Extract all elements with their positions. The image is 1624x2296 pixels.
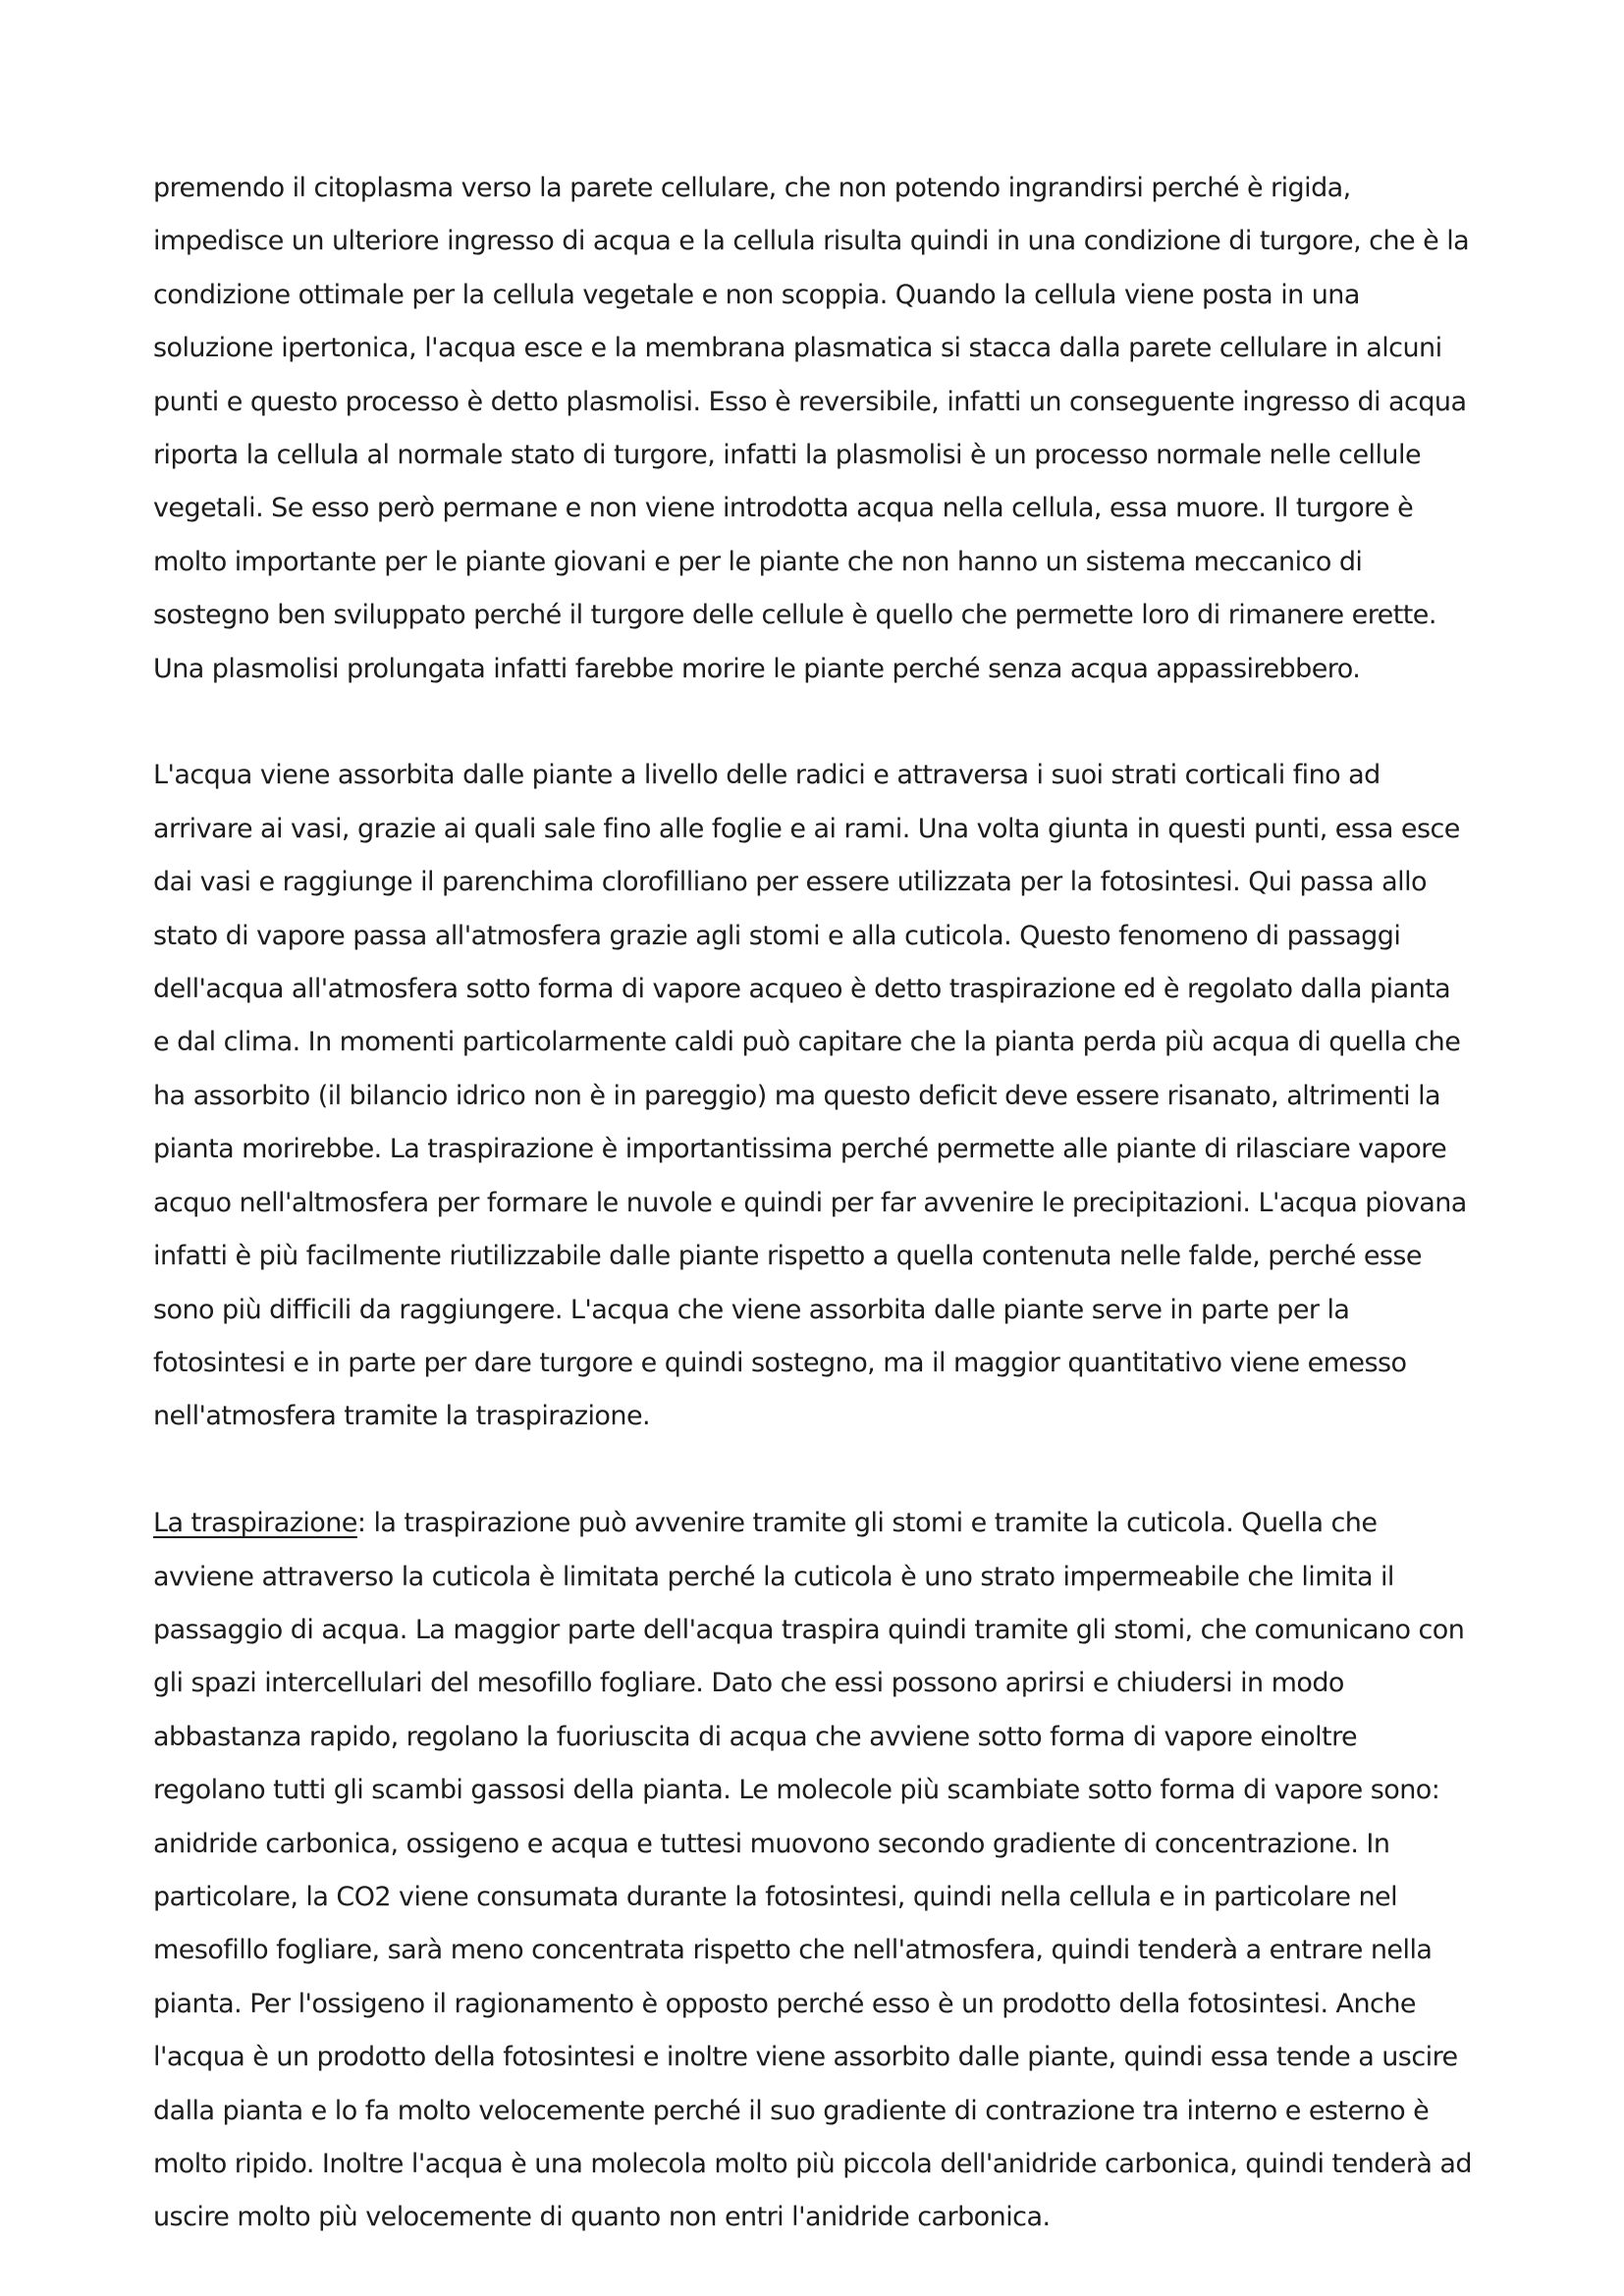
- paragraph-text: : la traspirazione può avvenire tramite gli stomi e tramite la cuticola. Quella che avviene attraverso la cuticola è limitata perché la cuticola è uno strato impermeabile che limita il passaggio di acqua. La maggior parte dell'acqua traspira quindi tramite gli stomi, che comunicano con gli spazi intercellulari del mesofillo fogliare. Dato che essi possono aprirsi e chiudersi in modo abbastanza rapido, regolano la fuoriuscita di acqua che avviene sotto forma di vapore einoltre regolano tutti gli scambi gassosi della pianta. Le molecole più scambiate sotto forma di vapore sono: anidride carbonica, ossigeno e acqua e tuttesi muovono secondo gradiente di concentrazione. In particolare, la CO2 viene consumata durante la fotosintesi, quindi nella cellula e in particolare nel mesofillo fogliare, sarà meno concentrata rispetto che nell'atmosfera, quindi tenderà a entrare nella pianta. Per l'ossigeno il ragionamento è opposto perché esso è un prodotto della fotosintesi. Anche l'acqua è un prodotto della fotosintesi e inoltre viene assorbito dalle piante, quindi essa tende a uscire dalla pianta e lo fa molto velocemente perché il suo gradiente di contrazione tra interno e esterno è molto ripido. Inoltre l'acqua è una molecola molto più piccola dell'anidride carbonica, quindi tenderà ad uscire molto più velocemente di quanto non entri l'anidride carbonica.: [153, 1508, 1473, 2233]
- section-heading-traspirazione: La traspirazione: [153, 1508, 357, 1539]
- paragraph-text: L'acqua viene assorbita dalle piante a livello delle radici e attraversa i suoi strati corticali fino ad arrivare ai vasi, grazie ai quali sale fino alle foglie e ai rami. Una volta giunta in questi punti, essa esce dai vasi e raggiunge il parenchima clorofilliano per essere utilizzata per la fotosintesi. Qui passa allo stato di vapore passa all'atmosfera grazie agli stomi e alla cuticola. Questo fenomeno di passaggi dell'acqua all'atmosfera sotto forma di vapore acqueo è detto traspirazione ed è regolato dalla pianta e dal clima. In momenti particolarmente caldi può capitare che la pianta perda più acqua di quella che ha assorbito (il bilancio idrico non è in pareggio) ma questo deficit deve essere risanato, altrimenti la pianta morirebbe. La traspirazione è importantissima perché permette alle piante di rilasciare vapore acquo nell'altmosfera per formare le nuvole e quindi per far avvenire le precipitazioni. L'acqua piovana infatti è più facilmente riutilizzabile dalle piante rispetto a quella contenuta nelle falde, perché esse sono più difficili da raggiungere. L'acqua che viene assorbita dalle piante serve in parte per la fotosintesi e in parte per dare turgore e quindi sostegno, ma il maggior quantitativo viene emesso nell'atmosfera tramite la traspirazione.: [153, 760, 1467, 1432]
- paragraph-assorbimento-acqua: [153, 749, 1474, 1443]
- paragraph-traspirazione: [153, 1497, 1474, 2245]
- paragraph-text: premendo il citoplasma verso la parete cellulare, che non potendo ingrandirsi perché è rigida, impedisce un ulteriore ingresso di acqua e la cellula risulta quindi in una condizione di turgore, che è la condizione ottimale per la cellula vegetale e non scoppia. Quando la cellula viene posta in una soluzione ipertonica, l'acqua esce e la membrana plasmatica si stacca dalla parete cellulare in alcuni punti e questo processo è detto plasmolisi. Esso è reversibile, infatti un conseguente ingresso di acqua riporta la cellula al normale stato di turgore, infatti la plasmolisi è un processo normale nelle cellule vegetali. Se esso però permane e non viene introdotta acqua nella cellula, essa muore. Il turgore è molto importante per le piante giovani e per le piante che non hanno un sistema meccanico di sostegno ben sviluppato perché il turgore delle cellule è quello che permette loro di rimanere erette. Una plasmolisi prolungata infatti farebbe morire le piante perché senza acqua appassirebbero.: [153, 173, 1470, 684]
- page-body: [153, 162, 1474, 2245]
- paragraph-turgore: [153, 162, 1474, 696]
